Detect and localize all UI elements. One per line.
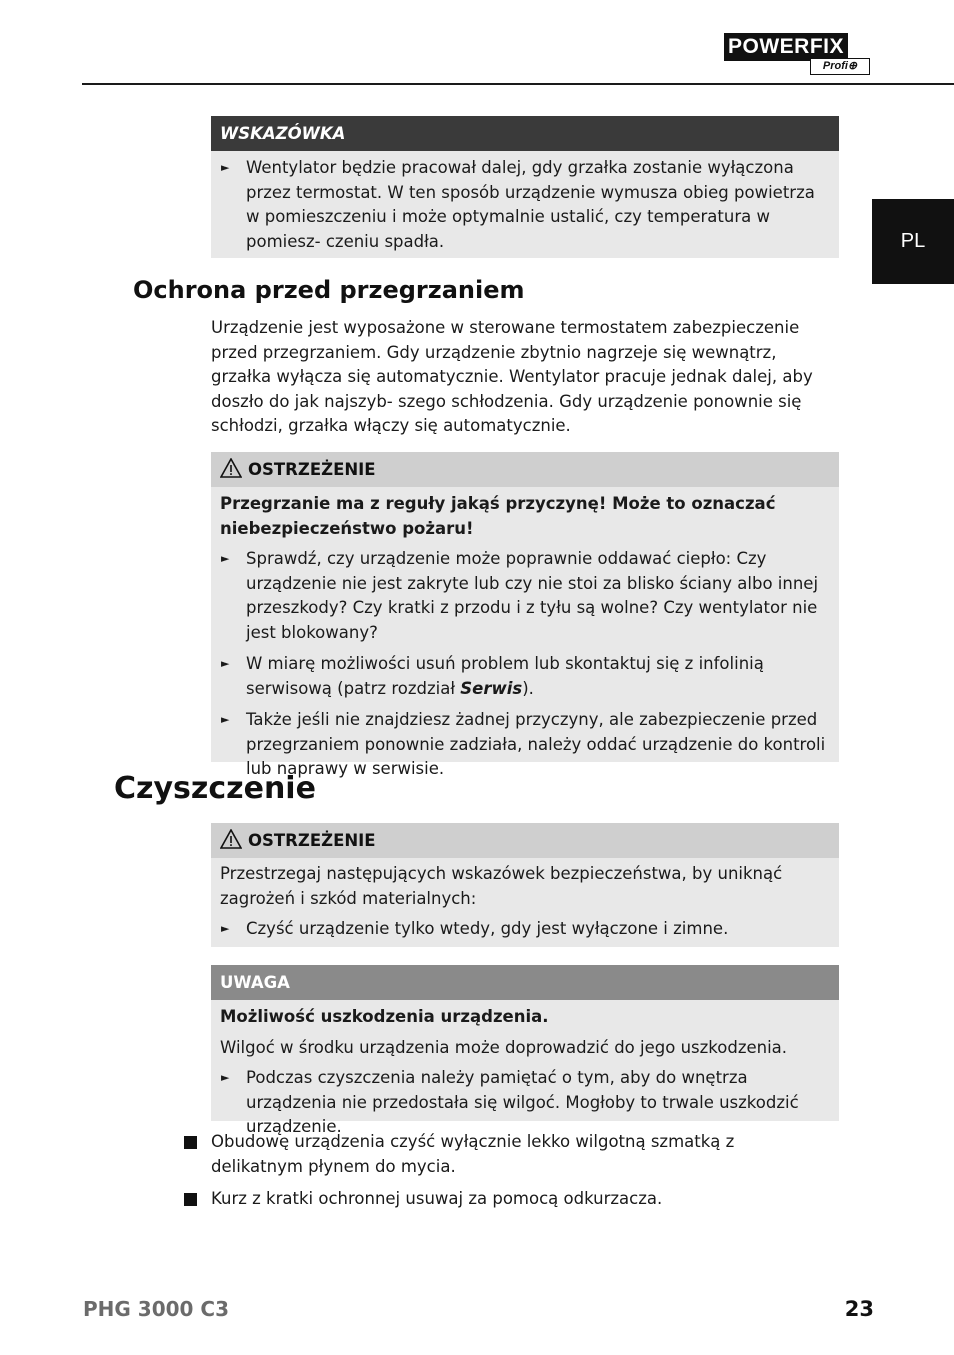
bullet-arrow-icon: ► — [221, 552, 230, 565]
hint-bullet — [211, 156, 831, 254]
warning-bullet — [211, 917, 831, 942]
warning-header — [211, 823, 839, 858]
warning-bullet-text-pre: W miarę możliwości usuń problem lub skontaktuj się z infolinią serwisową (patrz rozdział — [246, 654, 764, 698]
warning-title: OSTRZEŻENIE — [248, 831, 376, 850]
hint-title: WSKAZÓWKA — [211, 116, 839, 151]
warning-bullet — [211, 547, 831, 645]
warning-header — [211, 452, 839, 487]
caution-text: Wilgoć w środku urządzenia może doprowadzić do jego uszkodzenia. — [220, 1037, 788, 1057]
warning-triangle-icon — [220, 826, 242, 861]
list-item-text: Obudowę urządzenia czyść wyłącznie lekko wilgotną szmatką z delikatnym płynem do mycia. — [211, 1132, 735, 1176]
list-item-text: Kurz z kratki ochronnej usuwaj za pomocą odkurzacza. — [211, 1189, 663, 1208]
list-item — [184, 1187, 824, 1212]
warning-bullet-text: Także jeśli nie znajdziesz żadnej przyczyny, ale zabezpieczenie przed przegrzaniem ponownie zadziała, należy oddać urządzenie do kontroli lub naprawy w serwisie. — [246, 710, 826, 778]
list-item — [184, 1130, 824, 1179]
language-tab: PL — [872, 199, 954, 284]
logo-wordmark: POWERFIX — [724, 33, 848, 61]
bullet-arrow-icon: ► — [221, 161, 230, 174]
section-title-overheat: Ochrona przed przegrzaniem — [133, 276, 525, 304]
warning-title: OSTRZEŻENIE — [248, 460, 376, 479]
square-bullet-icon — [184, 1193, 197, 1206]
overheat-paragraph: Urządzenie jest wyposażone w sterowane termostatem zabezpieczenie przed przegrzaniem. Gdy urządzenie zbytnio nagrzeje się wewnątrz, grzałka wyłącza się automatycznie. Wentylator pracuje jednak dalej, aby doszło do jak najszyb- szego schłodzenia. Gdy urządzenie ponownie się schłodzi, grzałka włączy się automatycznie. — [211, 318, 813, 435]
warning-bullet-text: Czyść urządzenie tylko wtedy, gdy jest wyłączone i zimne. — [246, 919, 729, 938]
caution-box — [211, 965, 839, 1136]
caution-bullet — [211, 1066, 831, 1140]
bullet-arrow-icon: ► — [221, 713, 230, 726]
service-reference: Serwis — [460, 678, 523, 698]
caution-bullet-text: Podczas czyszczenia należy pamiętać o tym, aby do wnętrza urządzenia nie przedostała się wilgoć. Mogłoby to trwale uszkodzić urządzenie. — [246, 1068, 799, 1136]
hint-box — [211, 116, 839, 258]
section-title-cleaning: Czyszczenie — [114, 771, 316, 806]
bullet-arrow-icon: ► — [221, 1071, 230, 1084]
warning-lead: Przegrzanie ma z reguły jakąś przyczynę! Może to oznaczać niebezpieczeństwo pożaru! — [220, 494, 776, 538]
caution-lead: Możliwość uszkodzenia urządzenia. — [220, 1007, 549, 1026]
warning-box-overheat — [211, 452, 839, 778]
footer-model: PHG 3000 C3 — [83, 1297, 229, 1321]
header-rule — [82, 83, 954, 85]
warning-box-cleaning — [211, 823, 839, 947]
warning-lead: Przestrzegaj następujących wskazówek bezpieczeństwa, by uniknąć zagrożeń i szkód materialnych: — [220, 864, 783, 908]
hint-bullet-text: Wentylator będzie pracował dalej, gdy grzałka zostanie wyłączona przez termostat. W ten sposób urządzenie wymusza obieg powietrza w pomieszczeniu i może optymalnie ustalić, czy temperatura w pomiesz- czeniu spadła. — [246, 158, 815, 251]
logo-sub-badge: Profi⊕ — [810, 58, 870, 75]
warning-bullet-text: Sprawdź, czy urządzenie może poprawnie oddawać ciepło: Czy urządzenie nie jest zakryte lub czy nie stoi za blisko ściany albo innej przeszkody? Czy kratki z przodu i z tyłu są wolne? Czy wentylator nie jest blokowany? — [246, 549, 819, 642]
bullet-arrow-icon: ► — [221, 922, 230, 935]
brand-logo — [724, 33, 872, 75]
warning-triangle-icon — [220, 455, 242, 490]
warning-bullet-text-post: ). — [522, 678, 534, 698]
square-bullet-icon — [184, 1136, 197, 1149]
caution-title: UWAGA — [211, 965, 839, 1000]
page-number: 23 — [844, 1297, 874, 1321]
warning-bullet — [211, 652, 831, 701]
bullet-arrow-icon: ► — [221, 657, 230, 670]
